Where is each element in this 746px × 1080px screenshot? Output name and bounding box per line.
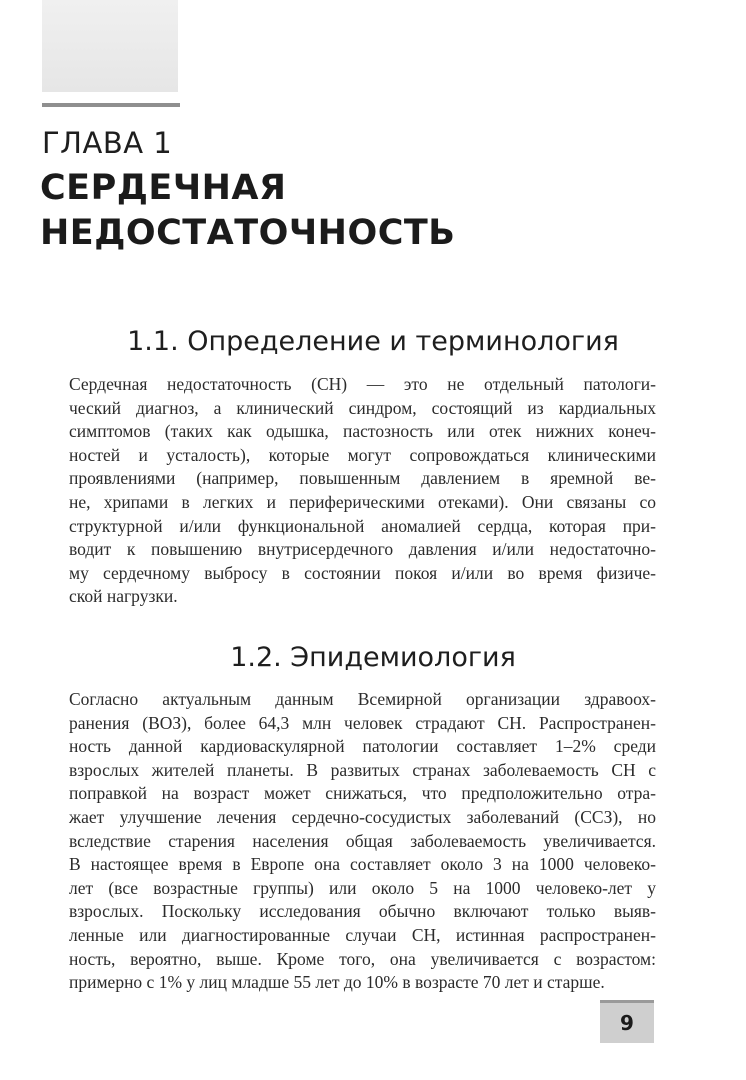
- text-line: поправкой на возраст может снижаться, что предположительно отра-: [69, 783, 656, 804]
- text-line: Согласно актуальным данным Всемирной организации здравоох-: [69, 689, 656, 709]
- text-line: ность, вероятно, выше. Кроме того, она увеличивается с возрастом:: [69, 948, 656, 969]
- text-line: ность данной кардиоваскулярной патологии составляет 1–2% среди: [69, 736, 656, 757]
- text-line: В настоящее время в Европе она составляет около 3 на 1000 человеко-: [69, 854, 656, 875]
- text-line: му сердечному выбросу в состоянии покоя и/или во время физиче-: [69, 562, 656, 583]
- section-heading: 1.2. Эпидемиология: [230, 642, 516, 673]
- header-decoration: [42, 0, 178, 92]
- section-heading: 1.1. Определение и терминология: [127, 326, 619, 357]
- page-number: 9: [600, 1003, 654, 1043]
- chapter-label: ГЛАВА 1: [42, 126, 173, 160]
- text-line: водит к повышению внутрисердечного давления и/или недостаточно-: [69, 539, 656, 560]
- text-line: взрослых. Поскольку исследования обычно включают только выяв-: [69, 901, 656, 922]
- text-line: ранения (ВОЗ), более 64,3 млн человек страдают СН. Распространен-: [69, 712, 656, 733]
- chapter-title-line: СЕРДЕЧНАЯ: [40, 168, 287, 208]
- header-rule: [42, 103, 180, 107]
- text-line: проявлениями (например, повышенным давлением в яремной ве-: [69, 468, 656, 489]
- text-line: ческий диагноз, а клинический синдром, состоящий из кардиальных: [69, 397, 656, 418]
- text-line: лет (все возрастные группы) или около 5 на 1000 человеко-лет у: [69, 877, 656, 898]
- text-line: вследствие старения населения общая заболеваемость увеличивается.: [69, 830, 656, 851]
- text-line: симптомов (таких как одышка, пастозность или отек нижних конеч-: [69, 421, 656, 442]
- text-line: ностей и усталость), которые могут сопровождаться клиническими: [69, 444, 656, 465]
- text-line: Сердечная недостаточность (СН) — это не отдельный патологи-: [69, 374, 656, 394]
- text-line: жает улучшение лечения сердечно-сосудистых заболеваний (ССЗ), но: [69, 806, 656, 827]
- text-line: не, хрипами в легких и периферическими отеками). Они связаны со: [69, 491, 656, 512]
- text-line: взрослых жителей планеты. В развитых странах заболеваемость СН с: [69, 759, 656, 780]
- chapter-title: [40, 166, 560, 256]
- paragraph: [69, 373, 656, 609]
- text-line: ленные или диагностированные случаи СН, истинная распространен-: [69, 924, 656, 945]
- text-line: ской нагрузки.: [69, 586, 178, 607]
- text-line: структурной и/или функциональной аномалией сердца, которая при-: [69, 515, 656, 536]
- chapter-title-line: НЕДОСТАТОЧНОСТЬ: [40, 213, 456, 253]
- paragraph: [69, 688, 656, 995]
- text-line: примерно с 1% у лиц младше 55 лет до 10% в возрасте 70 лет и старше.: [69, 972, 605, 993]
